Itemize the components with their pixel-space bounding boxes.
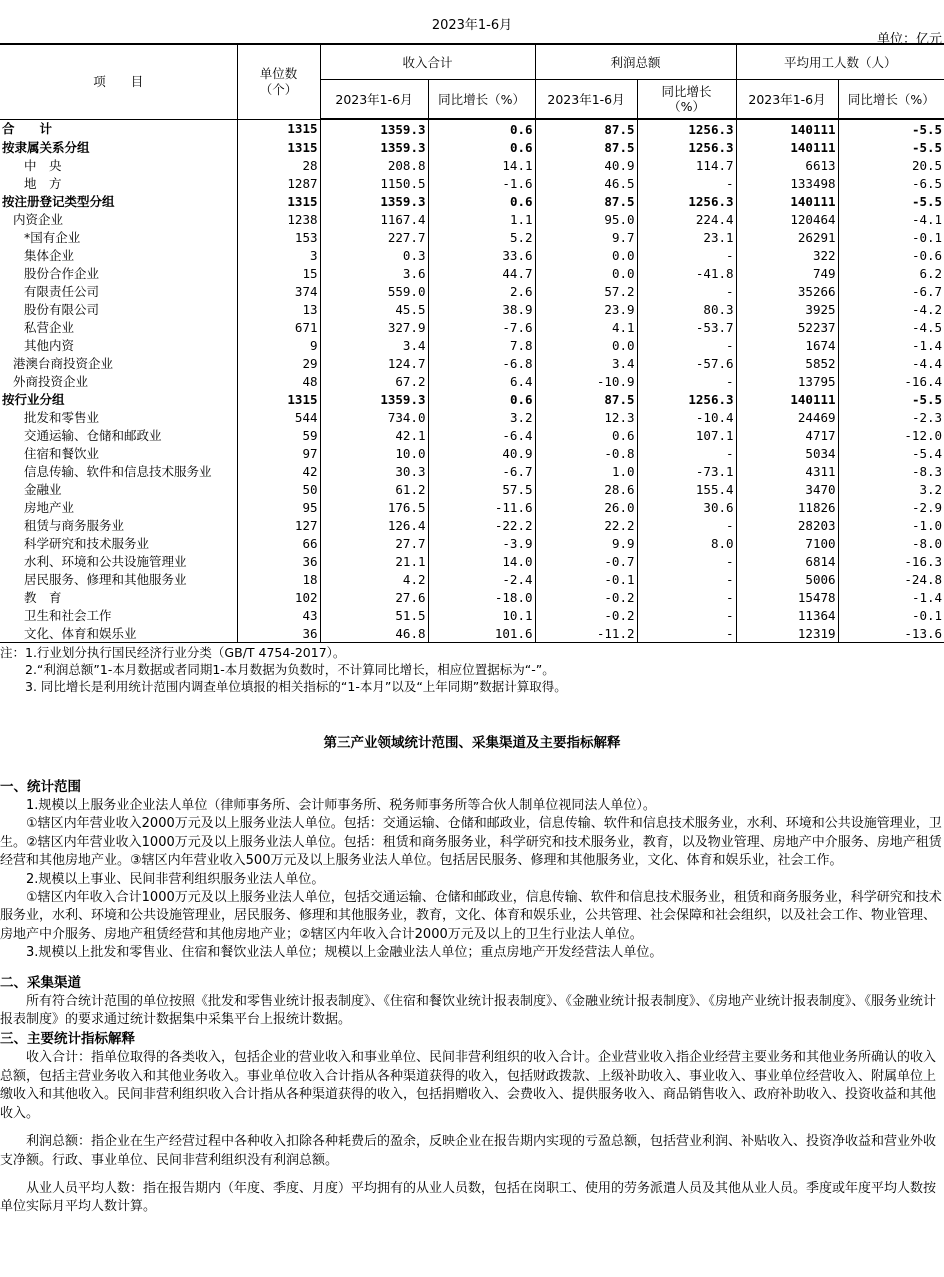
cell-workers-yoy: -4.5 bbox=[838, 318, 944, 336]
cell-income-yoy: -22.2 bbox=[428, 516, 535, 534]
cell-units: 3 bbox=[237, 246, 320, 264]
cell-income: 3.4 bbox=[320, 336, 428, 354]
cell-income-yoy: 1.1 bbox=[428, 210, 535, 228]
cell-workers: 12319 bbox=[736, 624, 838, 643]
cell-income-yoy: 3.2 bbox=[428, 408, 535, 426]
cell-workers-yoy: -5.5 bbox=[838, 192, 944, 210]
cell-income-yoy: 0.6 bbox=[428, 390, 535, 408]
cell-units: 9 bbox=[237, 336, 320, 354]
cell-profit: 9.9 bbox=[535, 534, 637, 552]
table-row bbox=[0, 174, 944, 192]
cell-workers: 35266 bbox=[736, 282, 838, 300]
explanation-section bbox=[0, 733, 944, 1217]
cell-profit: 0.0 bbox=[535, 264, 637, 282]
row-label: 按注册登记类型分组 bbox=[2, 193, 115, 209]
table-row bbox=[0, 192, 944, 210]
cell-workers-yoy: -4.2 bbox=[838, 300, 944, 318]
row-label: 金融业 bbox=[24, 481, 62, 497]
header-units: 单位数 （个） bbox=[237, 44, 320, 119]
heading-indicators: 三、主要统计指标解释 bbox=[0, 1031, 135, 1048]
cell-income: 1150.5 bbox=[320, 174, 428, 192]
cell-income-yoy: 38.9 bbox=[428, 300, 535, 318]
row-label: 外商投资企业 bbox=[13, 373, 89, 389]
row-label: 水利、环境和公共设施管理业 bbox=[24, 553, 187, 569]
cell-workers: 5034 bbox=[736, 444, 838, 462]
cell-profit-yoy: 224.4 bbox=[637, 210, 736, 228]
cell-income: 61.2 bbox=[320, 480, 428, 498]
table-row bbox=[0, 300, 944, 318]
cell-workers: 11826 bbox=[736, 498, 838, 516]
table-body bbox=[0, 119, 944, 643]
cell-units: 97 bbox=[237, 444, 320, 462]
heading-scope: 一、统计范围 bbox=[0, 779, 81, 795]
table-row bbox=[0, 552, 944, 570]
row-label: 内资企业 bbox=[13, 211, 64, 227]
cell-workers-yoy: -0.1 bbox=[838, 606, 944, 624]
row-label: 住宿和餐饮业 bbox=[24, 445, 100, 461]
cell-workers-yoy: -5.5 bbox=[838, 390, 944, 408]
cell-units: 1238 bbox=[237, 210, 320, 228]
cell-units: 48 bbox=[237, 372, 320, 390]
table-row bbox=[0, 408, 944, 426]
cell-income: 208.8 bbox=[320, 156, 428, 174]
table-row bbox=[0, 444, 944, 462]
header-period-income: 2023年1-6月 bbox=[320, 80, 428, 120]
cell-profit-yoy: - bbox=[637, 336, 736, 354]
cell-income: 124.7 bbox=[320, 354, 428, 372]
cell-workers-yoy: -16.3 bbox=[838, 552, 944, 570]
indicator-income: 收入合计：指单位取得的各类收入，包括企业的营业收入和事业单位、民间非营利组织的收入合计。企业营业收入指企业经营主要业务和其他业务所确认的收入总额，包括主营业务收入和其他业务收入。事业单位收入合计指从各种渠道获得的收入，包括财政拨款、上级补助收入、事业收入、事业单位经营收入、附属单位上缴收入和其他收入。民间非营利组织收入合计指从各种渠道获得的收入，包括捐赠收入、会费收入、提供服务收入、商品销售收入、政府补助收入、投资收益和其他收入。 bbox=[0, 1050, 937, 1121]
cell-profit-yoy: - bbox=[637, 570, 736, 588]
indicator-profit: 利润总额：指企业在生产经营过程中各种收入扣除各种耗费后的盈余，反映企业在报告期内实现的亏盈总额，包括营业利润、补贴收入、投资净收益和营业外收支净额。行政、事业单位、民间非营利组织没有利润总额。 bbox=[0, 1134, 937, 1168]
row-label: 私营企业 bbox=[24, 319, 75, 335]
cell-income-yoy: -3.9 bbox=[428, 534, 535, 552]
cell-workers: 749 bbox=[736, 264, 838, 282]
cell-income-yoy: 0.6 bbox=[428, 192, 535, 210]
report-period: 2023年1-6月 bbox=[431, 18, 513, 33]
cell-workers-yoy: -0.1 bbox=[838, 228, 944, 246]
cell-workers-yoy: -2.3 bbox=[838, 408, 944, 426]
cell-income: 559.0 bbox=[320, 282, 428, 300]
cell-profit: -11.2 bbox=[535, 624, 637, 643]
cell-workers-yoy: 6.2 bbox=[838, 264, 944, 282]
cell-workers-yoy: -5.5 bbox=[838, 119, 944, 138]
cell-income: 67.2 bbox=[320, 372, 428, 390]
cell-workers-yoy: 3.2 bbox=[838, 480, 944, 498]
row-label: 教 育 bbox=[24, 589, 62, 605]
table-row bbox=[0, 516, 944, 534]
cell-income-yoy: 14.0 bbox=[428, 552, 535, 570]
cell-income-yoy: -6.8 bbox=[428, 354, 535, 372]
cell-units: 127 bbox=[237, 516, 320, 534]
cell-workers: 4717 bbox=[736, 426, 838, 444]
cell-units: 1315 bbox=[237, 138, 320, 156]
cell-units: 29 bbox=[237, 354, 320, 372]
row-label: *国有企业 bbox=[24, 229, 81, 245]
cell-profit: 12.3 bbox=[535, 408, 637, 426]
cell-units: 1315 bbox=[237, 390, 320, 408]
cell-units: 36 bbox=[237, 624, 320, 643]
cell-income: 1359.3 bbox=[320, 138, 428, 156]
table-row bbox=[0, 138, 944, 156]
cell-profit: 23.9 bbox=[535, 300, 637, 318]
cell-income: 27.6 bbox=[320, 588, 428, 606]
cell-workers: 28203 bbox=[736, 516, 838, 534]
cell-profit-yoy: 80.3 bbox=[637, 300, 736, 318]
cell-profit: 22.2 bbox=[535, 516, 637, 534]
cell-income: 4.2 bbox=[320, 570, 428, 588]
table-row bbox=[0, 498, 944, 516]
cell-profit-yoy: 155.4 bbox=[637, 480, 736, 498]
table-row bbox=[0, 156, 944, 174]
cell-profit-yoy: - bbox=[637, 516, 736, 534]
cell-units: 1287 bbox=[237, 174, 320, 192]
cell-workers: 13795 bbox=[736, 372, 838, 390]
cell-profit: 87.5 bbox=[535, 390, 637, 408]
header-profit-total: 利润总额 bbox=[535, 44, 736, 80]
cell-income: 51.5 bbox=[320, 606, 428, 624]
cell-profit: -0.2 bbox=[535, 606, 637, 624]
cell-units: 28 bbox=[237, 156, 320, 174]
cell-workers: 24469 bbox=[736, 408, 838, 426]
cell-income-yoy: -1.6 bbox=[428, 174, 535, 192]
cell-profit-yoy: - bbox=[637, 588, 736, 606]
cell-profit: -0.7 bbox=[535, 552, 637, 570]
cell-workers: 6814 bbox=[736, 552, 838, 570]
header-avg-workers: 平均用工人数（人） bbox=[736, 44, 944, 80]
cell-profit: 95.0 bbox=[535, 210, 637, 228]
cell-workers-yoy: -5.4 bbox=[838, 444, 944, 462]
cell-workers-yoy: -1.4 bbox=[838, 588, 944, 606]
cell-profit-yoy: - bbox=[637, 624, 736, 643]
cell-income-yoy: -2.4 bbox=[428, 570, 535, 588]
cell-workers: 3470 bbox=[736, 480, 838, 498]
cell-units: 671 bbox=[237, 318, 320, 336]
cell-income-yoy: -7.6 bbox=[428, 318, 535, 336]
cell-income: 46.8 bbox=[320, 624, 428, 643]
cell-income: 21.1 bbox=[320, 552, 428, 570]
cell-profit: 40.9 bbox=[535, 156, 637, 174]
cell-profit: -0.8 bbox=[535, 444, 637, 462]
cell-income: 3.6 bbox=[320, 264, 428, 282]
cell-workers: 11364 bbox=[736, 606, 838, 624]
cell-profit: 28.6 bbox=[535, 480, 637, 498]
cell-workers-yoy: 20.5 bbox=[838, 156, 944, 174]
cell-income: 1359.3 bbox=[320, 119, 428, 138]
cell-units: 1315 bbox=[237, 119, 320, 138]
scope-para-3: 2.规模以上事业、民间非营利组织服务业法人单位。 bbox=[26, 871, 325, 887]
cell-workers-yoy: -6.5 bbox=[838, 174, 944, 192]
cell-income: 176.5 bbox=[320, 498, 428, 516]
cell-workers-yoy: -0.6 bbox=[838, 246, 944, 264]
cell-units: 66 bbox=[237, 534, 320, 552]
table-row bbox=[0, 588, 944, 606]
row-label: 按隶属关系分组 bbox=[2, 139, 90, 155]
cell-units: 374 bbox=[237, 282, 320, 300]
cell-profit: 9.7 bbox=[535, 228, 637, 246]
cell-income-yoy: 14.1 bbox=[428, 156, 535, 174]
cell-workers-yoy: -6.7 bbox=[838, 282, 944, 300]
cell-units: 42 bbox=[237, 462, 320, 480]
cell-profit: 0.6 bbox=[535, 426, 637, 444]
cell-workers: 5006 bbox=[736, 570, 838, 588]
table-row bbox=[0, 534, 944, 552]
note-2: 2.“利润总额”1-本月数据或者同期1-本月数据为负数时，不计算同比增长，相应位置据标为“-”。 bbox=[0, 662, 555, 677]
table-row bbox=[0, 426, 944, 444]
table-notes bbox=[0, 644, 944, 695]
cell-profit-yoy: 8.0 bbox=[637, 534, 736, 552]
cell-workers: 6613 bbox=[736, 156, 838, 174]
cell-profit-yoy: 1256.3 bbox=[637, 192, 736, 210]
cell-profit-yoy: - bbox=[637, 246, 736, 264]
table-row bbox=[0, 462, 944, 480]
table-row bbox=[0, 624, 944, 643]
indicator-workers: 从业人员平均人数：指在报告期内（年度、季度、月度）平均拥有的从业人员数，包括在岗职工、使用的劳务派遣人员及其他从业人员。季度或年度平均人数按单位实际月平均人数计算。 bbox=[0, 1180, 937, 1215]
table-row bbox=[0, 282, 944, 300]
row-label: 股份有限公司 bbox=[24, 301, 100, 317]
cell-income: 227.7 bbox=[320, 228, 428, 246]
table-row bbox=[0, 606, 944, 624]
row-label: 卫生和社会工作 bbox=[24, 607, 112, 623]
cell-profit-yoy: 114.7 bbox=[637, 156, 736, 174]
cell-profit-yoy: - bbox=[637, 552, 736, 570]
cell-income-yoy: -18.0 bbox=[428, 588, 535, 606]
cell-units: 36 bbox=[237, 552, 320, 570]
cell-workers: 5852 bbox=[736, 354, 838, 372]
cell-income-yoy: 33.6 bbox=[428, 246, 535, 264]
cell-profit-yoy: - bbox=[637, 444, 736, 462]
cell-units: 1315 bbox=[237, 192, 320, 210]
cell-profit-yoy: - bbox=[637, 606, 736, 624]
cell-income: 0.3 bbox=[320, 246, 428, 264]
cell-profit: 46.5 bbox=[535, 174, 637, 192]
cell-profit: 4.1 bbox=[535, 318, 637, 336]
header-income-total: 收入合计 bbox=[320, 44, 535, 80]
cell-income: 1359.3 bbox=[320, 390, 428, 408]
cell-units: 95 bbox=[237, 498, 320, 516]
cell-income-yoy: 2.6 bbox=[428, 282, 535, 300]
row-label: 房地产业 bbox=[24, 499, 75, 515]
cell-income-yoy: -6.4 bbox=[428, 426, 535, 444]
cell-workers-yoy: -4.1 bbox=[838, 210, 944, 228]
cell-profit-yoy: 107.1 bbox=[637, 426, 736, 444]
row-label: 居民服务、修理和其他服务业 bbox=[24, 571, 187, 587]
cell-income: 42.1 bbox=[320, 426, 428, 444]
cell-profit-yoy: -57.6 bbox=[637, 354, 736, 372]
cell-workers: 140111 bbox=[736, 138, 838, 156]
cell-units: 13 bbox=[237, 300, 320, 318]
cell-workers: 26291 bbox=[736, 228, 838, 246]
cell-profit-yoy: -10.4 bbox=[637, 408, 736, 426]
cell-income: 45.5 bbox=[320, 300, 428, 318]
header-item: 项 目 bbox=[0, 44, 237, 119]
cell-workers-yoy: -1.0 bbox=[838, 516, 944, 534]
cell-income-yoy: 40.9 bbox=[428, 444, 535, 462]
cell-workers-yoy: -4.4 bbox=[838, 354, 944, 372]
table-row bbox=[0, 390, 944, 408]
row-label: 信息传输、软件和信息技术服务业 bbox=[24, 463, 212, 479]
cell-profit: 0.0 bbox=[535, 246, 637, 264]
cell-profit: 87.5 bbox=[535, 119, 637, 138]
cell-income-yoy: 5.2 bbox=[428, 228, 535, 246]
cell-income: 27.7 bbox=[320, 534, 428, 552]
cell-workers: 1674 bbox=[736, 336, 838, 354]
cell-profit: 1.0 bbox=[535, 462, 637, 480]
cell-profit: -0.1 bbox=[535, 570, 637, 588]
cell-workers-yoy: -1.4 bbox=[838, 336, 944, 354]
cell-profit: 26.0 bbox=[535, 498, 637, 516]
cell-units: 59 bbox=[237, 426, 320, 444]
channels-para: 所有符合统计范围的单位按照《批发和零售业统计报表制度》、《住宿和餐饮业统计报表制度》、《金融业统计报表制度》、《房地产业统计报表制度》、《服务业统计报表制度》的要求通过统计数据集中采集平台上报统计数据。 bbox=[0, 993, 937, 1028]
cell-units: 15 bbox=[237, 264, 320, 282]
cell-units: 544 bbox=[237, 408, 320, 426]
cell-income-yoy: -6.7 bbox=[428, 462, 535, 480]
cell-workers-yoy: -8.3 bbox=[838, 462, 944, 480]
scope-para-5: 3.规模以上批发和零售业、住宿和餐饮业法人单位；规模以上金融业法人单位；重点房地产开发经营法人单位。 bbox=[26, 945, 663, 961]
cell-workers: 120464 bbox=[736, 210, 838, 228]
scope-para-4: ①辖区内年收入合计1000万元及以上服务业法人单位，包括交通运输、仓储和邮政业，信息传输、软件和信息技术服务业，租赁和商务服务业，科学研究和技术服务业，水利、环境和公共设施管理业，居民服务、修理和其他服务业，教育，文化、体育和娱乐业，公共管理、社会保障和社会组织，以及社会工作、物业管理、房地产中介服务、房地产租赁经营和其他房地产业；②辖区内年收入合计2000万元及以上的卫生行业法人单位。 bbox=[0, 890, 942, 942]
row-label: 集体企业 bbox=[24, 247, 75, 263]
heading-channels: 二、采集渠道 bbox=[0, 974, 81, 991]
cell-units: 102 bbox=[237, 588, 320, 606]
table-row bbox=[0, 318, 944, 336]
note-3: 3. 同比增长是利用统计范围内调查单位填报的相关指标的“1-本月”以及“上年同期”数据计算取得。 bbox=[0, 679, 567, 694]
table-row bbox=[0, 336, 944, 354]
row-label: 其他内资 bbox=[24, 337, 75, 353]
cell-workers: 322 bbox=[736, 246, 838, 264]
table-row bbox=[0, 372, 944, 390]
cell-income-yoy: 0.6 bbox=[428, 119, 535, 138]
cell-workers: 3925 bbox=[736, 300, 838, 318]
cell-income-yoy: 10.1 bbox=[428, 606, 535, 624]
cell-profit-yoy: 1256.3 bbox=[637, 119, 736, 138]
row-label: 科学研究和技术服务业 bbox=[24, 535, 150, 551]
cell-profit-yoy: - bbox=[637, 282, 736, 300]
cell-income: 30.3 bbox=[320, 462, 428, 480]
row-label: 租赁与商务服务业 bbox=[24, 517, 125, 533]
cell-income: 734.0 bbox=[320, 408, 428, 426]
row-label: 地 方 bbox=[24, 175, 62, 191]
row-label: 股份合作企业 bbox=[24, 265, 100, 281]
scope-para-2: ①辖区内年营业收入2000万元及以上服务业法人单位。包括：交通运输、仓储和邮政业，信息传输、软件和信息技术服务业，水利、环境和公共设施管理业，卫生。②辖区内年营业收入1000万元及以上服务业法人单位。包括：租赁和商务服务业，科学研究和技术服务业，教育，以及物业管理、房地产中介服务、房地产租赁经营和其他房地产业。③辖区内年营业收入500万元及以上服务业法人单位。包括居民服务、修理和其他服务业，文化、体育和娱乐业，社会工作。 bbox=[0, 816, 942, 869]
cell-workers: 140111 bbox=[736, 192, 838, 210]
header-yoy-workers: 同比增长（%） bbox=[838, 80, 944, 120]
cell-workers-yoy: -13.6 bbox=[838, 624, 944, 643]
table-row bbox=[0, 480, 944, 498]
cell-profit: 57.2 bbox=[535, 282, 637, 300]
cell-workers: 4311 bbox=[736, 462, 838, 480]
cell-profit: 87.5 bbox=[535, 138, 637, 156]
cell-income-yoy: 0.6 bbox=[428, 138, 535, 156]
cell-profit-yoy: -73.1 bbox=[637, 462, 736, 480]
cell-workers-yoy: -24.8 bbox=[838, 570, 944, 588]
cell-workers-yoy: -5.5 bbox=[838, 138, 944, 156]
cell-income-yoy: 6.4 bbox=[428, 372, 535, 390]
row-label: 批发和零售业 bbox=[24, 409, 100, 425]
cell-profit-yoy: 1256.3 bbox=[637, 138, 736, 156]
cell-units: 43 bbox=[237, 606, 320, 624]
row-label: 按行业分组 bbox=[2, 391, 65, 407]
row-label: 文化、体育和娱乐业 bbox=[0, 624, 237, 643]
statistics-table bbox=[0, 43, 944, 643]
header-period-workers: 2023年1-6月 bbox=[736, 80, 838, 120]
cell-units: 153 bbox=[237, 228, 320, 246]
header-yoy-profit: 同比增长 （%） bbox=[637, 80, 736, 120]
cell-workers: 140111 bbox=[736, 119, 838, 138]
row-label: 交通运输、仓储和邮政业 bbox=[24, 427, 162, 443]
cell-workers: 7100 bbox=[736, 534, 838, 552]
cell-income: 10.0 bbox=[320, 444, 428, 462]
cell-income-yoy: 44.7 bbox=[428, 264, 535, 282]
table-row bbox=[0, 228, 944, 246]
cell-units: 18 bbox=[237, 570, 320, 588]
table-row bbox=[0, 119, 944, 138]
cell-income: 1359.3 bbox=[320, 192, 428, 210]
cell-units: 50 bbox=[237, 480, 320, 498]
header-period-profit: 2023年1-6月 bbox=[535, 80, 637, 120]
cell-profit-yoy: 23.1 bbox=[637, 228, 736, 246]
section-title: 第三产业领域统计范围、采集渠道及主要指标解释 bbox=[323, 735, 621, 751]
table-row bbox=[0, 210, 944, 228]
table-row bbox=[0, 354, 944, 372]
cell-workers-yoy: -16.4 bbox=[838, 372, 944, 390]
cell-profit: 3.4 bbox=[535, 354, 637, 372]
table-row bbox=[0, 264, 944, 282]
cell-profit-yoy: -41.8 bbox=[637, 264, 736, 282]
cell-profit-yoy: - bbox=[637, 372, 736, 390]
cell-workers-yoy: -2.9 bbox=[838, 498, 944, 516]
row-label: 中 央 bbox=[24, 157, 62, 173]
cell-profit-yoy: -53.7 bbox=[637, 318, 736, 336]
scope-para-1: 1.规模以上服务业企业法人单位（律师事务所、会计师事务所、税务师事务所等合伙人制单位视同法人单位）。 bbox=[26, 798, 656, 813]
cell-income: 327.9 bbox=[320, 318, 428, 336]
cell-income: 126.4 bbox=[320, 516, 428, 534]
table-row bbox=[0, 246, 944, 264]
cell-workers-yoy: -8.0 bbox=[838, 534, 944, 552]
cell-workers: 52237 bbox=[736, 318, 838, 336]
table-row bbox=[0, 570, 944, 588]
cell-profit: -0.2 bbox=[535, 588, 637, 606]
cell-workers: 140111 bbox=[736, 390, 838, 408]
row-label: 合 计 bbox=[2, 121, 53, 137]
cell-profit-yoy: - bbox=[637, 174, 736, 192]
cell-profit-yoy: 1256.3 bbox=[637, 390, 736, 408]
cell-workers: 15478 bbox=[736, 588, 838, 606]
cell-profit: -10.9 bbox=[535, 372, 637, 390]
note-1: 注：1.行业划分执行国民经济行业分类（GB/T 4754-2017）。 bbox=[0, 645, 346, 660]
cell-income-yoy: 7.8 bbox=[428, 336, 535, 354]
cell-profit: 0.0 bbox=[535, 336, 637, 354]
cell-workers: 133498 bbox=[736, 174, 838, 192]
cell-profit: 87.5 bbox=[535, 192, 637, 210]
cell-profit-yoy: 30.6 bbox=[637, 498, 736, 516]
cell-income-yoy: 57.5 bbox=[428, 480, 535, 498]
cell-income: 1167.4 bbox=[320, 210, 428, 228]
cell-income-yoy: 101.6 bbox=[428, 624, 535, 643]
row-label: 港澳台商投资企业 bbox=[13, 355, 114, 371]
cell-workers-yoy: -12.0 bbox=[838, 426, 944, 444]
cell-income-yoy: -11.6 bbox=[428, 498, 535, 516]
unit-label: 单位：亿元 bbox=[876, 32, 942, 47]
header-yoy-income: 同比增长（%） bbox=[428, 80, 535, 120]
row-label: 有限责任公司 bbox=[24, 283, 100, 299]
